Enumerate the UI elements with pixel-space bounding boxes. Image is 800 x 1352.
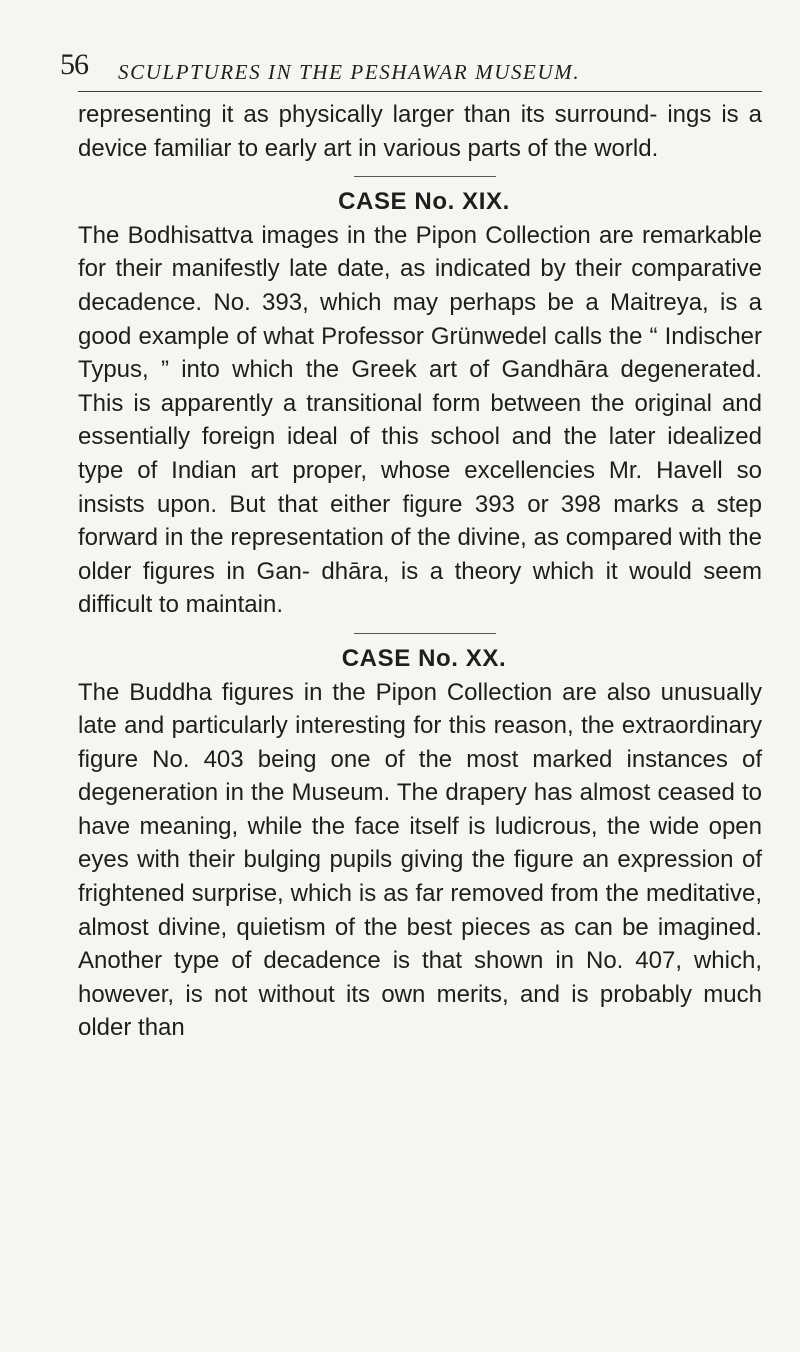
page-number: 56 [60,48,88,81]
case-xx-heading: CASE No. XX. [341,644,507,672]
section-divider [354,176,496,177]
case-xix-paragraph: The Bodhisattva images in the Pipon Collection are remarkable for their manifestly late date, as indicated by their comparative decadence. No. 393, which may perhaps be a Maitreya, is a good example of what Professor Grünwedel calls the “ Indischer Typus, ” into which the Greek art of Gandhāra degenerated. This is apparently a transitional form between the original and essentially foreign ideal of this school and the later idealized type of Indian art proper, whose excellencies Mr. Havell so insists upon. But that either figure 393 or 398 marks a step forward in the representation of the divine, as compared with the older figures in Gan- dhāra, is a theory which it would seem difficult to maintain. [78,221,762,619]
header-rule [78,91,762,92]
text-column [78,98,762,1045]
intro-paragraph: representing it as physically larger than its surround- ings is a device familiar to early art in various parts of the world. [78,101,762,162]
running-title: SCULPTURES IN THE PESHAWAR MUSEUM. [118,60,581,84]
case-xx-paragraph: The Buddha figures in the Pipon Collection are also unusually late and particularly interesting for this reason, the extraordinary figure No. 403 being one of the most marked instances of degeneration in the Museum. The drapery has almost ceased to have meaning, while the face itself is ludicrous, the wide open eyes with their bulging pupils giving the figure an expression of frightened surprise, which is as far removed from the meditative, almost divine, quietism of the best pieces as can be imagined. Another type of decadence is that shown in No. 407, which, however, is not without its own merits, and is probably much older than [78,678,762,1042]
case-xix-heading: CASE No. XIX. [338,188,510,216]
section-divider [354,633,496,634]
running-head [60,50,760,90]
